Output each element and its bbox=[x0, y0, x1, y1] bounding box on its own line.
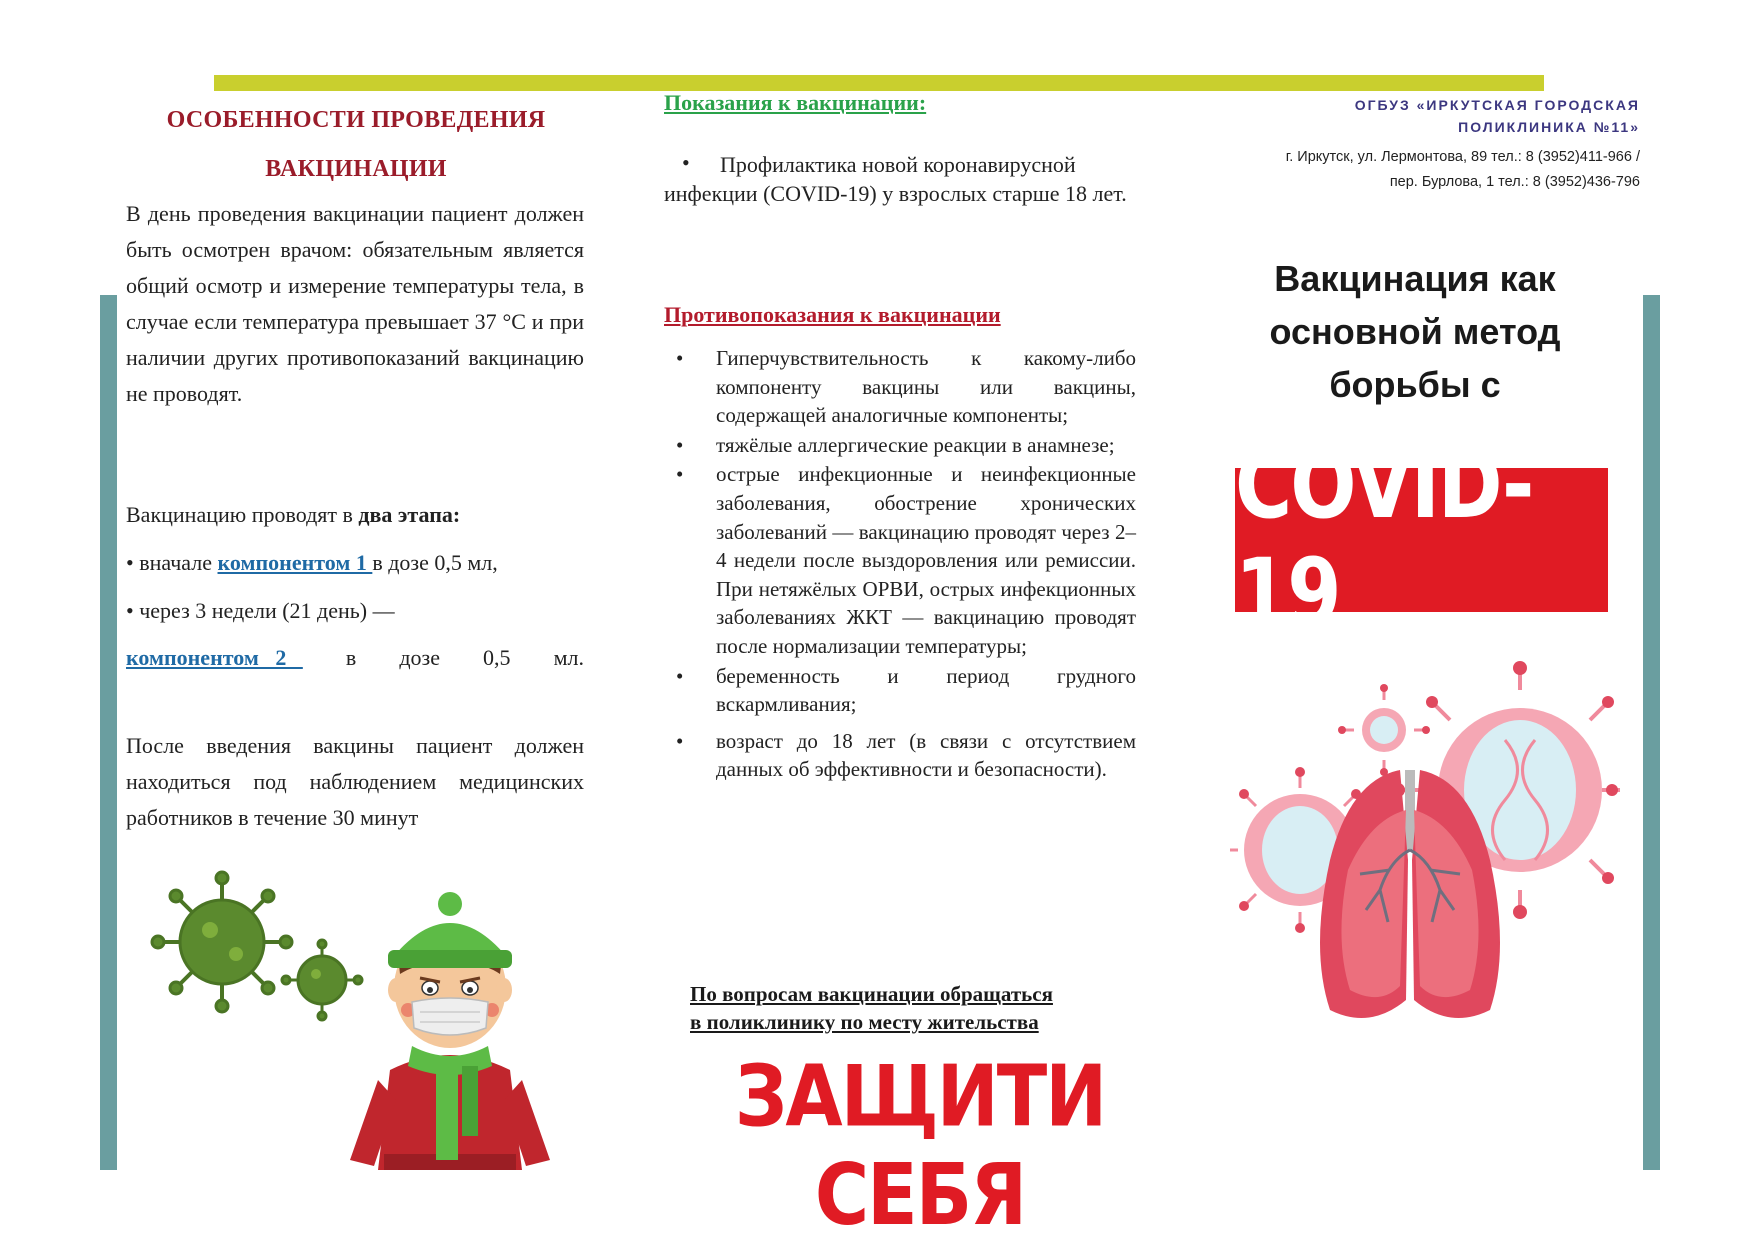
panel1-title bbox=[126, 96, 586, 194]
contraindications-list bbox=[676, 344, 1136, 785]
panel1-after-paragraph: После введения вакцины пациент должен находиться под наблюдением медицинских работников в течение 30 минут bbox=[126, 733, 584, 830]
stages-prefix: Вакцинацию проводят в bbox=[126, 502, 359, 527]
bullet: • bbox=[682, 150, 690, 175]
org-line2: ПОЛИКЛИНИКА №11» bbox=[1458, 119, 1640, 135]
contraindication-item bbox=[676, 344, 1136, 430]
protect-yourself-slogan: ЗАЩИТИ СЕБЯ bbox=[734, 1047, 1106, 1245]
addr-line2: пер. Бурлова, 1 тел.: 8 (3952)436-796 bbox=[1389, 174, 1640, 190]
indications-list bbox=[664, 150, 1134, 208]
contraindication-text: Гиперчувствительность к какому-либо компоненту вакцины или вакцины, содержащей аналогичные компоненты; bbox=[716, 346, 1136, 428]
brochure-main-title bbox=[1225, 252, 1605, 411]
left-side-bar bbox=[100, 295, 117, 1170]
main-title-line1: Вакцинация как bbox=[1274, 258, 1556, 299]
contact-note-line2: в поликлинику по месту жительства bbox=[690, 1010, 1039, 1034]
indications-item-text: Профилактика новой коронавирусной инфекции (COVID-19) у взрослых старше 18 лет. bbox=[664, 152, 1127, 206]
stages-bold: два этапа: bbox=[358, 502, 461, 527]
org-line1: ОГБУЗ «ИРКУТСКАЯ ГОРОДСКАЯ bbox=[1354, 97, 1640, 113]
main-title-line3: борьбы с bbox=[1329, 364, 1501, 405]
contraindication-item bbox=[676, 662, 1136, 719]
top-accent-bar bbox=[214, 75, 1544, 91]
bullet: • bbox=[676, 346, 684, 370]
stage1-prefix: • вначале bbox=[126, 550, 218, 575]
stage2-word3: 0,5 bbox=[483, 645, 511, 670]
contraindication-item bbox=[676, 431, 1136, 460]
stage1-suffix: в дозе 0,5 мл, bbox=[372, 550, 498, 575]
stage2-word4: мл. bbox=[553, 645, 584, 670]
contraindication-text: тяжёлые аллергические реакции в анамнезе; bbox=[716, 432, 1115, 457]
indications-item bbox=[664, 150, 1134, 208]
boy-in-mask-with-virus-icon bbox=[150, 870, 570, 1170]
contraindication-text: беременность и период грудного вскармливания; bbox=[716, 663, 1136, 717]
organization-address bbox=[1160, 145, 1640, 195]
stage2-word2: дозе bbox=[399, 645, 440, 670]
contraindication-item bbox=[676, 727, 1136, 784]
contraindication-text: острые инфекционные и неинфекционные заболевания, обострение хронических заболеваний — вакцинацию проводят через 2–4 недели после выздоровления или ремиссии. При нетяжёлых ОРВИ, острых инфекционных заболеваниях ЖКТ — вакцинацию проводят после нормализации температуры; bbox=[716, 462, 1136, 658]
component1-link[interactable]: компонентом 1 bbox=[217, 550, 373, 575]
panel1-intro-paragraph: В день проведения вакцинации пациент должен быть осмотрен врачом: обязательным является общий осмотр и измерение температуры тела, в случае если температура превышает 37 °С и при наличии других противопоказаний вакцинацию не проводят. bbox=[126, 201, 584, 406]
contact-note-line1: По вопросам вакцинации обращаться bbox=[690, 982, 1053, 1006]
right-side-bar bbox=[1643, 295, 1660, 1170]
bullet: • bbox=[676, 462, 684, 487]
addr-line1: г. Иркутск, ул. Лермонтова, 89 тел.: 8 (3952)411-966 / bbox=[1285, 149, 1640, 165]
covid-label-box bbox=[1235, 432, 1608, 648]
lungs-with-coronavirus-icon bbox=[1230, 660, 1620, 1030]
bullet: • bbox=[676, 432, 684, 457]
stage2-word1: в bbox=[345, 645, 357, 670]
panel1-title-line2: ВАКЦИНАЦИИ bbox=[265, 156, 447, 182]
covid-label: COVID-19 bbox=[1235, 432, 1533, 648]
contraindication-item bbox=[676, 460, 1136, 660]
stage1-line bbox=[126, 550, 498, 576]
indications-heading: Показания к вакцинации: bbox=[664, 90, 927, 115]
bullet: • bbox=[676, 663, 684, 688]
stage2-dose-line bbox=[126, 645, 584, 671]
panel1-title-line1: ОСОБЕННОСТИ ПРОВЕДЕНИЯ bbox=[166, 107, 546, 133]
main-title-line2: основной метод bbox=[1269, 311, 1561, 352]
stage2-line: • через 3 недели (21 день) — bbox=[126, 598, 395, 623]
contraindications-heading: Противопоказания к вакцинации bbox=[664, 302, 1001, 327]
contact-note bbox=[690, 980, 1140, 1036]
organization-name bbox=[1160, 94, 1640, 138]
bullet: • bbox=[676, 728, 684, 753]
stages-heading bbox=[126, 502, 460, 528]
contraindication-text: возраст до 18 лет (в связи с отсутствием данных об эффективности и безопасности). bbox=[716, 728, 1136, 782]
component2-link[interactable]: компонентом 2 bbox=[126, 645, 303, 670]
